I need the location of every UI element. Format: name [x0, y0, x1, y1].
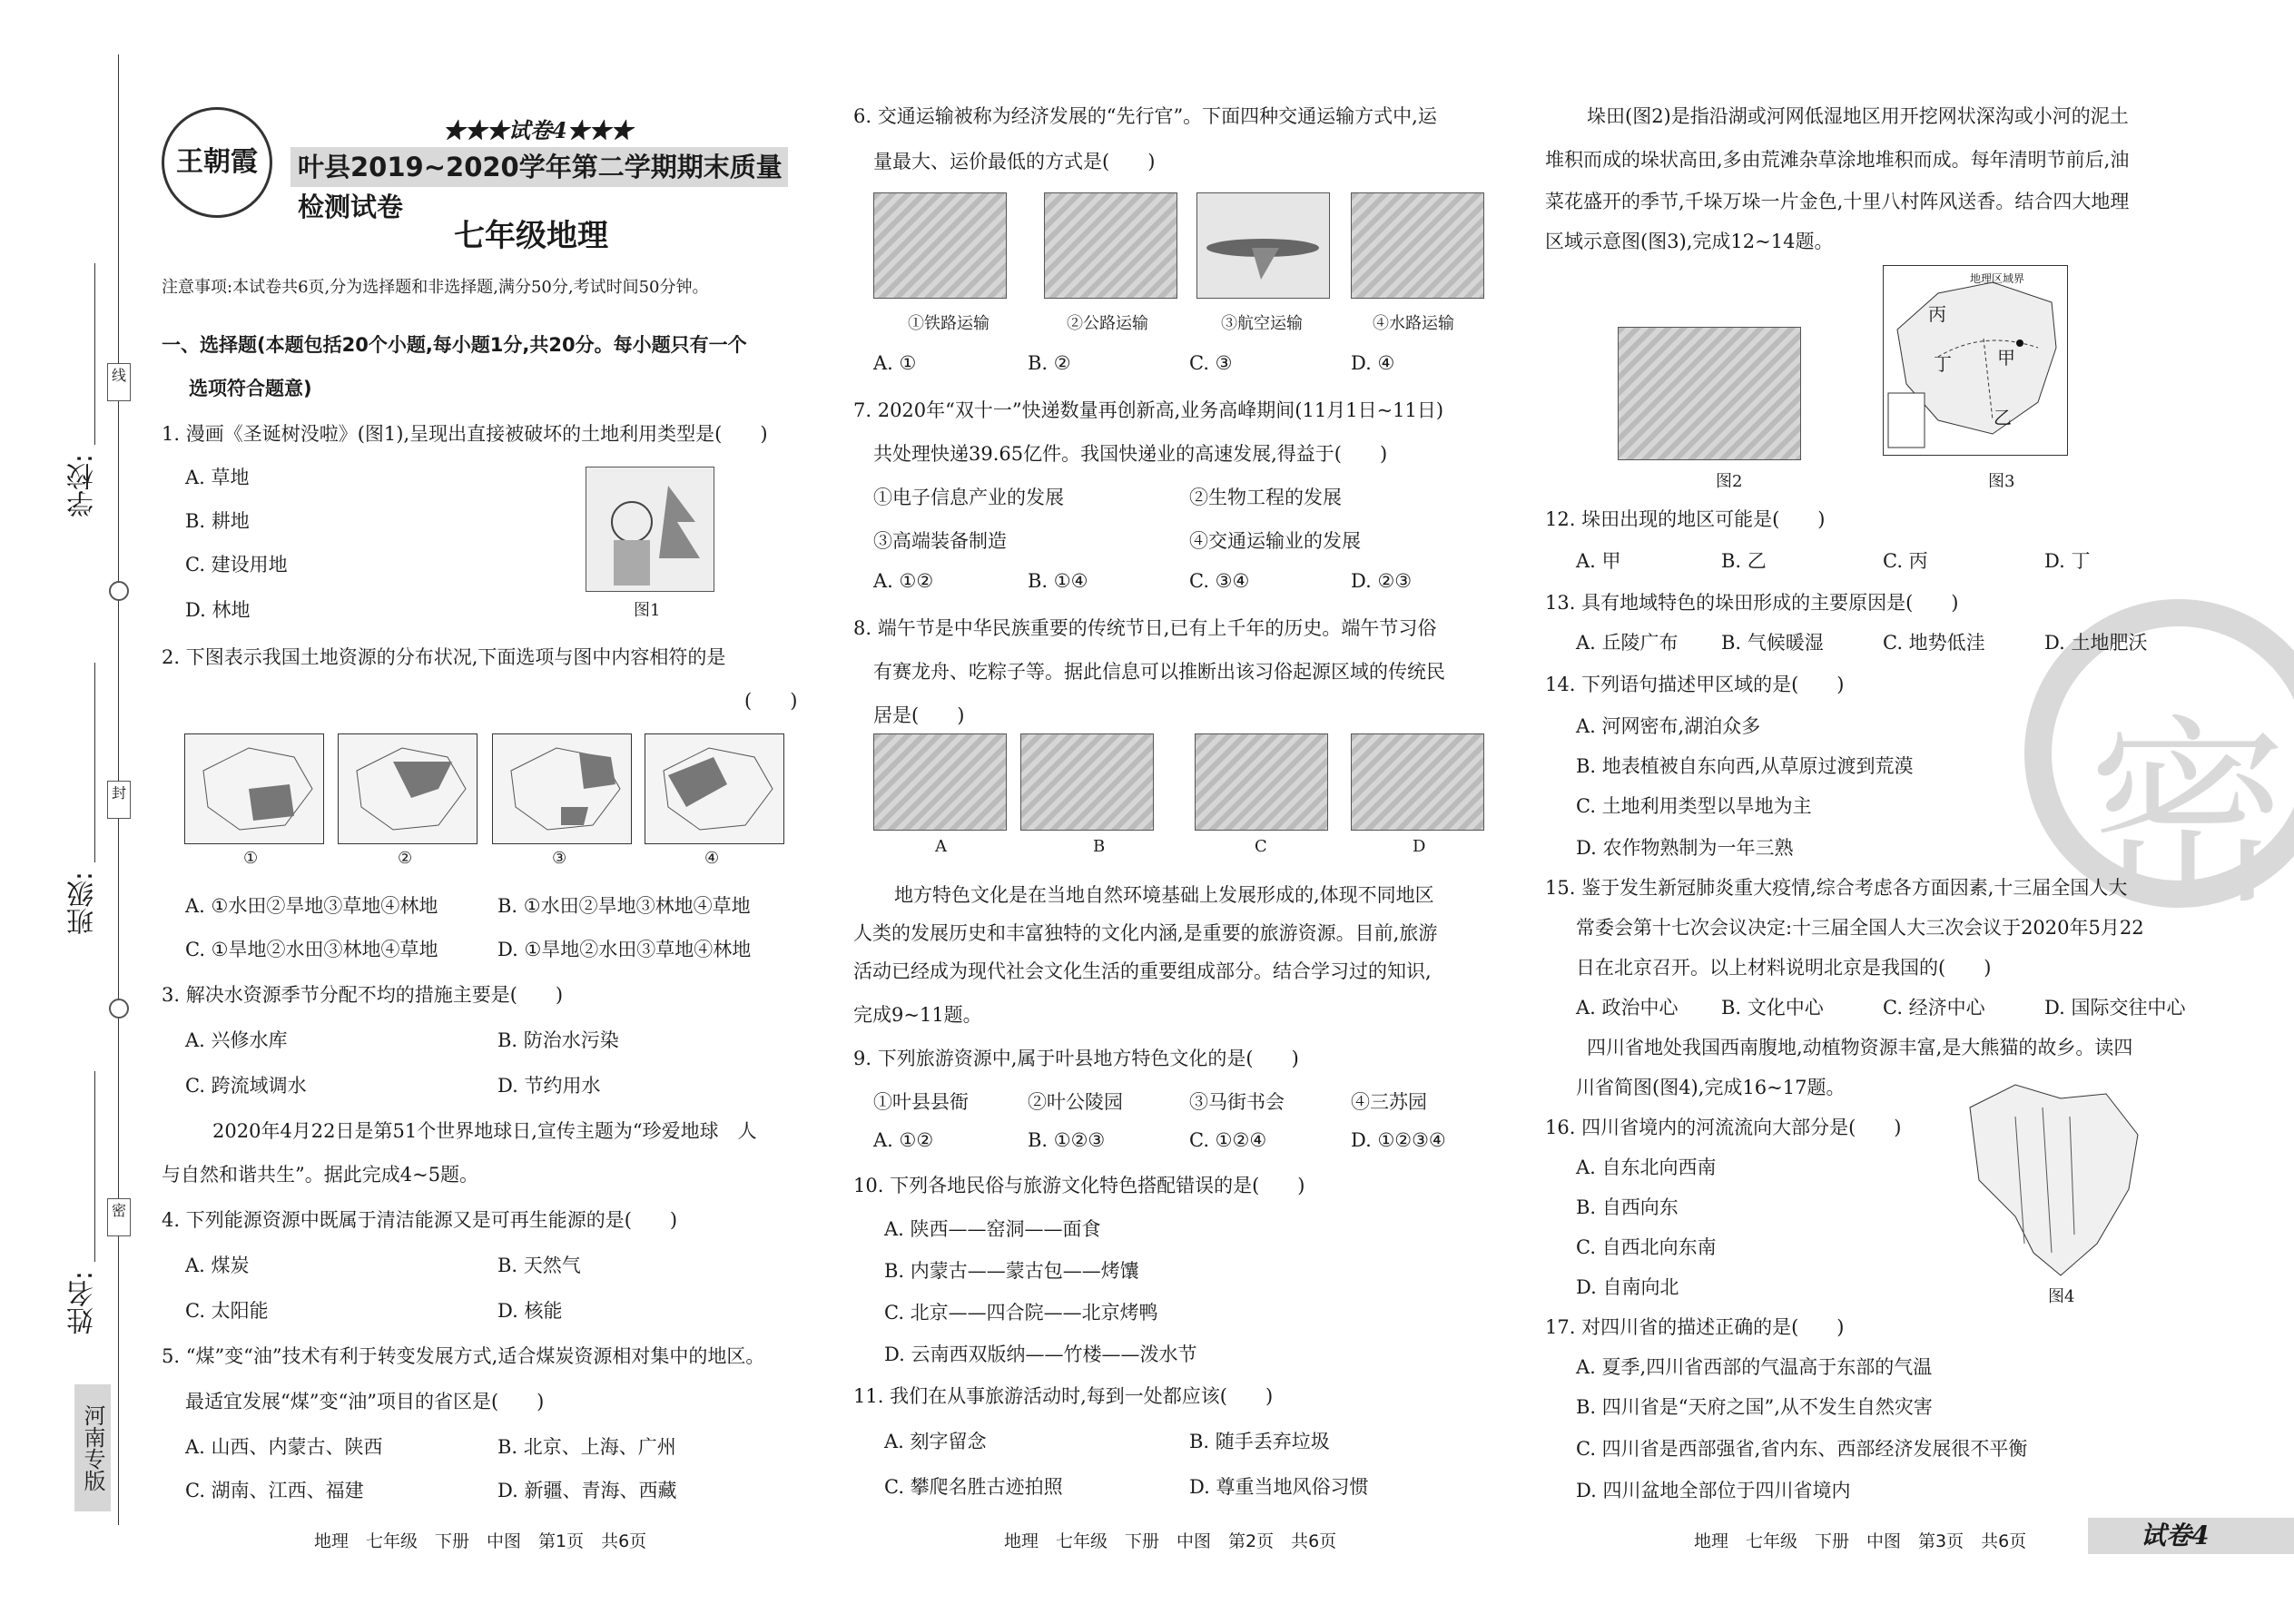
passage-text: 活动已经成为现代社会文化生活的重要组成部分。结合学习过的知识,: [853, 960, 1432, 982]
q15-stem: 15. 鉴于发生新冠肺炎重大疫情,综合考虑各方面因素,十三届全国人大: [1545, 877, 2128, 899]
q12-option-c[interactable]: C. 丙: [1883, 550, 1928, 572]
transport-caption: ③航空运输: [1221, 314, 1303, 333]
dwelling-caption: A: [935, 837, 947, 856]
passage-text: 四川省地处我国西南腹地,动植物资源丰富,是大熊猫的故乡。读四: [1587, 1037, 2133, 1058]
q9-option-c[interactable]: C. ①②④: [1189, 1129, 1267, 1151]
q7-item: ①电子信息产业的发展: [873, 487, 1064, 508]
q11-option-a[interactable]: A. 刻字留念: [884, 1431, 987, 1452]
fig4-caption: 图4: [2048, 1287, 2075, 1306]
cartoon-sketch: [586, 468, 714, 591]
passage-text: 2020年4月22日是第51个世界地球日,宣传主题为“珍爱地球 人: [212, 1120, 757, 1142]
road-photo: [1044, 192, 1177, 299]
exam-title: 叶县2019~2020学年第二学期期末质量检测试卷: [290, 147, 788, 187]
q15-option-b[interactable]: B. 文化中心: [1721, 997, 1824, 1019]
q3-option-d[interactable]: D. 节约用水: [497, 1075, 601, 1097]
dwelling-caption: D: [1413, 837, 1426, 856]
q15-option-a[interactable]: A. 政治中心: [1576, 997, 1679, 1019]
q11-option-b[interactable]: B. 随手丢弃垃圾: [1189, 1431, 1330, 1452]
land-map-1: [184, 733, 324, 844]
passage-text: 菜花盛开的季节,千垛万垛一片金色,十里八村阵风送香。结合四大地理: [1545, 191, 2130, 212]
q3-option-b[interactable]: B. 防治水污染: [497, 1029, 619, 1051]
region-label-yi: 乙: [1994, 407, 2012, 428]
school-field[interactable]: [94, 263, 95, 445]
page-footer: 地理 七年级 下册 中图 第3页 共6页: [1694, 1531, 2027, 1551]
q2-paren: ( ): [744, 690, 798, 712]
q5-option-a[interactable]: A. 山西、内蒙古、陕西: [185, 1436, 383, 1458]
q2-option-b[interactable]: B. ①水田②旱地③林地④草地: [497, 895, 751, 917]
q11-stem: 11. 我们在从事旅游活动时,每到一处都应该( ): [853, 1385, 1274, 1407]
secret-stamp-char: 密: [2088, 698, 2289, 930]
q17-option-b[interactable]: B. 四川省是“天府之国”,从不发生自然灾害: [1576, 1396, 1933, 1418]
q13-stem: 13. 具有地域特色的垛田形成的主要原因是( ): [1545, 592, 1959, 614]
q16-stem: 16. 四川省境内的河流流向大部分是( ): [1545, 1117, 1902, 1138]
q4-option-a[interactable]: A. 煤炭: [185, 1255, 250, 1276]
q14-option-c[interactable]: C. 土地利用类型以旱地为主: [1576, 795, 1812, 817]
page-footer: 地理 七年级 下册 中图 第1页 共6页: [314, 1531, 647, 1551]
seal-label: 密: [107, 1198, 131, 1236]
railway-photo: [873, 192, 1007, 299]
q4-option-d[interactable]: D. 核能: [497, 1300, 563, 1322]
water-photo: [1351, 192, 1484, 299]
q3-stem: 3. 解决水资源季节分配不均的措施主要是( ): [162, 984, 564, 1006]
duotian-photo: [1618, 327, 1801, 460]
q16-option-c[interactable]: C. 自西北向东南: [1576, 1236, 1717, 1258]
q12-option-d[interactable]: D. 丁: [2044, 550, 2091, 572]
map-label: ②: [398, 849, 413, 868]
q9-item: ④三苏园: [1351, 1091, 1427, 1113]
seal-dot: [109, 999, 129, 1019]
q17-option-a[interactable]: A. 夏季,四川省西部的气温高于东部的气温: [1576, 1356, 1933, 1378]
q17-option-c[interactable]: C. 四川省是西部强省,省内东、西部经济发展很不平衡: [1576, 1438, 2028, 1460]
q11-option-c[interactable]: C. 攀爬名胜古迹拍照: [884, 1476, 1063, 1498]
page-footer: 地理 七年级 下册 中图 第2页 共6页: [1004, 1531, 1337, 1551]
q17-option-d[interactable]: D. 四川盆地全部位于四川省境内: [1576, 1480, 1851, 1501]
fig2-caption: 图2: [1716, 472, 1743, 491]
q11-option-d[interactable]: D. 尊重当地风俗习惯: [1189, 1476, 1369, 1498]
q4-option-b[interactable]: B. 天然气: [497, 1255, 581, 1276]
q15-option-d[interactable]: D. 国际交往中心: [2044, 997, 2186, 1019]
land-map-4: [645, 733, 784, 844]
land-map-3: [492, 733, 632, 844]
q2-option-d[interactable]: D. ①旱地②水田③草地④林地: [497, 939, 752, 960]
school-label: 学校:: [67, 454, 99, 518]
q6-option-b[interactable]: B. ②: [1028, 352, 1071, 374]
q7-option-a[interactable]: A. ①②: [873, 570, 934, 592]
q7-option-b[interactable]: B. ①④: [1028, 570, 1088, 592]
q5-stem: 5. “煤”变“油”技术有利于转变发展方式,适合煤炭资源相对集中的地区。: [162, 1345, 765, 1367]
series-footer-tag: 试卷4: [2088, 1518, 2294, 1554]
q3-option-c[interactable]: C. 跨流域调水: [185, 1075, 307, 1097]
q9-item: ③马街书会: [1189, 1091, 1285, 1113]
china-regions-map: [1883, 265, 2068, 456]
q1-option-a[interactable]: A. 草地: [185, 467, 250, 488]
q6-stem: 6. 交通运输被称为经济发展的“先行官”。下面四种交通运输方式中,运: [853, 105, 1437, 127]
seal-label: 封: [107, 781, 131, 819]
land-map-2: [338, 733, 478, 844]
q2-stem: 2. 下图表示我国土地资源的分布状况,下面选项与图中内容相符的是: [162, 646, 726, 668]
section-heading: 一、选择题(本题包括20个小题,每小题1分,共20分。每小题只有一个: [162, 334, 747, 356]
q14-option-b[interactable]: B. 地表植被自东向西,从草原过渡到荒漠: [1576, 755, 1914, 777]
q12-option-b[interactable]: B. 乙: [1721, 550, 1767, 572]
courtyard-photo: [1195, 733, 1328, 831]
cave-dwelling-photo: [1020, 733, 1154, 831]
q2-option-a[interactable]: A. ①水田②旱地③草地④林地: [185, 895, 438, 917]
q1-option-b[interactable]: B. 耕地: [185, 510, 250, 532]
region-label-bing: 丙: [1928, 303, 1946, 325]
q5-option-c[interactable]: C. 湖南、江西、福建: [185, 1480, 364, 1501]
dwelling-caption: B: [1093, 837, 1106, 856]
q8-stem: 居是( ): [873, 704, 965, 726]
q1-stem: 1. 漫画《圣诞树没啦》(图1),呈现出直接被破坏的土地利用类型是( ): [162, 423, 768, 445]
q12-option-a[interactable]: A. 甲: [1576, 550, 1621, 572]
passage-text: 川省简图(图4),完成16~17题。: [1576, 1077, 1846, 1098]
q7-stem: 7. 2020年“双十一”快递数量再创新高,业务高峰期间(11月1日~11日): [853, 399, 1444, 421]
q13-option-d[interactable]: D. 土地肥沃: [2044, 632, 2148, 654]
q14-option-d[interactable]: D. 农作物熟制为一年三熟: [1576, 837, 1794, 859]
q15-stem: 常委会第十七次会议决定:十三届全国人大三次会议于2020年5月22: [1576, 917, 2144, 939]
q17-stem: 17. 对四川省的描述正确的是( ): [1545, 1316, 1845, 1338]
q16-option-b[interactable]: B. 自西向东: [1576, 1196, 1679, 1218]
transport-caption: ①铁路运输: [908, 314, 989, 333]
section-heading: 选项符合题意): [189, 378, 312, 399]
q10-option-a[interactable]: A. 陕西——窑洞——面食: [884, 1218, 1101, 1240]
q6-stem: 量最大、运价最低的方式是( ): [873, 151, 1156, 172]
yurt-photo: [873, 733, 1007, 831]
q10-option-d[interactable]: D. 云南西双版纳——竹楼——泼水节: [884, 1343, 1197, 1365]
q16-option-d[interactable]: D. 自南向北: [1576, 1276, 1679, 1298]
q5-option-b[interactable]: B. 北京、上海、广州: [497, 1436, 676, 1458]
map-label: ③: [552, 849, 567, 868]
q6-option-a[interactable]: A. ①: [873, 352, 917, 374]
seal-dot: [109, 581, 129, 601]
name-label: 姓名:: [67, 1271, 99, 1335]
publisher-logo: 王朝霞: [162, 107, 272, 218]
seal-label: 线: [107, 363, 131, 401]
passage-text: 地方特色文化是在当地自然环境基础上发展形成的,体现不同地区: [894, 884, 1434, 906]
q12-stem: 12. 垛田出现的地区可能是( ): [1545, 508, 1826, 530]
province-tag: 河南专版: [74, 1384, 111, 1511]
fig3-caption: 图3: [1988, 472, 2015, 491]
cartoon-image: [586, 467, 714, 592]
dwelling-caption: C: [1255, 837, 1267, 856]
class-label: 班级:: [67, 871, 99, 936]
notice: 注意事项:本试卷共6页,分为选择题和非选择题,满分50分,考试时间50分钟。: [162, 278, 709, 297]
q7-option-d[interactable]: D. ②③: [1351, 570, 1413, 592]
q6-option-d[interactable]: D. ④: [1351, 352, 1395, 374]
passage-text: 区域示意图(图3),完成12~14题。: [1545, 231, 1834, 252]
q15-stem: 日在北京召开。以上材料说明北京是我国的( ): [1576, 957, 1992, 979]
transport-caption: ②公路运输: [1067, 314, 1148, 333]
q10-stem: 10. 下列各地民俗与旅游文化特色搭配错误的是( ): [853, 1175, 1305, 1196]
q1-option-d[interactable]: D. 林地: [185, 599, 251, 621]
q16-option-a[interactable]: A. 自东北向西南: [1576, 1156, 1717, 1178]
q7-stem: 共处理快递39.65亿件。我国快递业的高速发展,得益于( ): [873, 443, 1388, 465]
passage-text: 与自然和谐共生”。据此完成4~5题。: [162, 1164, 479, 1186]
q9-option-d[interactable]: D. ①②③④: [1351, 1129, 1446, 1151]
q7-item: ③高端装备制造: [873, 530, 1007, 552]
q14-option-a[interactable]: A. 河网密布,湖泊众多: [1576, 715, 1761, 737]
transport-caption: ④水路运输: [1373, 314, 1454, 333]
q2-option-c[interactable]: C. ①旱地②水田③林地④草地: [185, 939, 438, 960]
q5-option-d[interactable]: D. 新疆、青海、西藏: [497, 1480, 677, 1501]
air-photo: [1196, 192, 1330, 299]
q13-option-a[interactable]: A. 丘陵广布: [1576, 632, 1679, 654]
region-label-jia: 甲: [1997, 347, 2015, 369]
q3-option-a[interactable]: A. 兴修水库: [185, 1029, 288, 1051]
q15-option-c[interactable]: C. 经济中心: [1883, 997, 1985, 1019]
q9-option-b[interactable]: B. ①②③: [1028, 1129, 1106, 1151]
q10-option-b[interactable]: B. 内蒙古——蒙古包——烤馕: [884, 1260, 1139, 1282]
q5-stem: 最适宜发展“煤”变“油”项目的省区是( ): [185, 1391, 545, 1412]
passage-text: 人类的发展历史和丰富独特的文化内涵,是重要的旅游资源。目前,旅游: [853, 922, 1438, 944]
q13-option-b[interactable]: B. 气候暖湿: [1721, 632, 1824, 654]
q7-option-c[interactable]: C. ③④: [1189, 570, 1250, 592]
map-title: 地理区域界: [1970, 272, 2025, 285]
map-label: ①: [243, 849, 259, 868]
q4-option-c[interactable]: C. 太阳能: [185, 1300, 269, 1322]
fig1-caption: 图1: [634, 601, 661, 620]
series-tag: ★★★试卷4★★★: [443, 117, 633, 143]
q9-stem: 9. 下列旅游资源中,属于叶县地方特色文化的是( ): [853, 1048, 1299, 1069]
q7-item: ④交通运输业的发展: [1189, 530, 1361, 552]
passage-text: 堆积而成的垛状高田,多由荒滩杂草涂地堆积而成。每年清明节前后,油: [1545, 149, 2130, 171]
q9-item: ②叶公陵园: [1028, 1091, 1123, 1113]
q14-stem: 14. 下列语句描述甲区域的是( ): [1545, 674, 1845, 695]
class-field[interactable]: [94, 663, 95, 862]
q8-stem: 有赛龙舟、吃粽子等。据此信息可以推断出该习俗起源区域的传统民: [873, 661, 1445, 683]
q4-stem: 4. 下列能源资源中既属于清洁能源又是可再生能源的是( ): [162, 1209, 678, 1231]
sichuan-map: [1961, 1080, 2142, 1278]
name-field[interactable]: [94, 1071, 95, 1262]
passage-text: 完成9~11题。: [853, 1004, 982, 1026]
q6-option-c[interactable]: C. ③: [1189, 352, 1233, 374]
q13-option-c[interactable]: C. 地势低洼: [1883, 632, 1985, 654]
q1-option-c[interactable]: C. 建设用地: [185, 554, 288, 576]
q9-option-a[interactable]: A. ①②: [873, 1129, 934, 1151]
q9-item: ①叶县县衙: [873, 1091, 969, 1113]
region-label-ding: 丁: [1934, 353, 1952, 375]
q8-stem: 8. 端午节是中华民族重要的传统节日,已有上千年的历史。端午节习俗: [853, 617, 1437, 639]
water-town-photo: [1351, 733, 1484, 831]
q10-option-c[interactable]: C. 北京——四合院——北京烤鸭: [884, 1302, 1158, 1324]
passage-text: 垛田(图2)是指沿湖或河网低湿地区用开挖网状深沟或小河的泥土: [1587, 105, 2129, 127]
map-label: ④: [704, 849, 720, 868]
q7-item: ②生物工程的发展: [1189, 487, 1342, 508]
subject-title: 七年级地理: [454, 218, 608, 254]
